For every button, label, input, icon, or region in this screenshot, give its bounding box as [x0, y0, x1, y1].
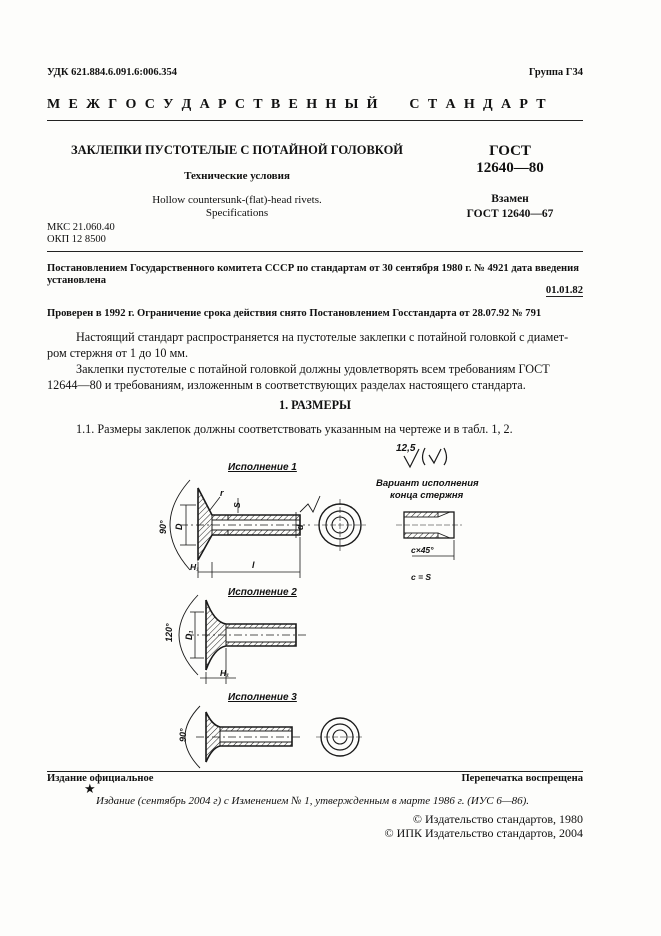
paragraph-2a: Заклепки пустотелые с потайной головкой должны удовлетворять всем требованиям ГОСТ [76, 362, 550, 376]
english-title-2: Specifications [205, 207, 269, 219]
group-code: Группа Г34 [528, 67, 583, 78]
replaces-gost: ГОСТ 12640—67 [466, 208, 554, 220]
shank-diameter-label: d [295, 524, 305, 530]
variant-3-end-view [316, 718, 364, 756]
paragraph-1a: Настоящий стандарт распространяется на пустотелые заклепки с потайной головкой с диамет- [76, 330, 569, 344]
footer-rule [47, 771, 583, 772]
reprint-notice: Перепечатка воспрещена [461, 773, 583, 784]
mks-code: МКС 21.060.40 [47, 222, 115, 233]
end-variant-label-2: конца стержня [390, 490, 464, 501]
variant-1-label: Исполнение 1 [228, 462, 297, 473]
radius-label: r [220, 488, 224, 498]
official-edition: Издание официальное [47, 773, 154, 784]
decree-text: Постановлением Государственного комитета СССР по стандартам от 30 сентября 1980 г. № 4921 дата введения установлена [47, 263, 579, 286]
replaces-label: Взамен [491, 193, 529, 205]
angle-90-label-v3: 90° [178, 728, 188, 742]
paragraph-3: 1.1. Размеры заклепок должны соответствовать указанным на чертеже и в табл. 1, 2. [76, 422, 513, 436]
star-icon: ★ [84, 782, 96, 797]
wall-thickness-label: S [232, 502, 242, 508]
udk-code: УДК 621.884.6.091.6:006.354 [47, 67, 177, 78]
end-variant-label-1: Вариант исполнения [376, 478, 479, 489]
english-title-1: Hollow countersunk-(flat)-head rivets. [152, 194, 322, 206]
paragraph-2b: 12644—80 и требованиям, изложенным в соответствующих разделах настоящего стандарта. [47, 378, 526, 392]
checked-note: Проверен в 1992 г. Ограничение срока действия снято Постановлением Госстандарта от 28.07.92 № 791 [47, 308, 542, 319]
copyright-1980: © Издательство стандартов, 1980 [412, 812, 583, 826]
doc-title: ЗАКЛЕПКИ ПУСТОТЕЛЫЕ С ПОТАЙНОЙ ГОЛОВКОЙ [70, 143, 404, 157]
introduction-date: 01.01.82 [545, 285, 583, 296]
angle-120-label: 120° [164, 623, 174, 642]
head-diameter-label: D [174, 523, 184, 530]
chamfer-label: c×45° [411, 545, 434, 555]
head-height-label-v2: H₁ [220, 668, 230, 678]
angle-90-label-v1: 90° [158, 520, 168, 534]
edition-note: Издание (сентябрь 2004 г) с Изменением № 1, утвержденным в марте 1986 г. (ИУС 6—86). [96, 795, 530, 807]
copyright-2004: © ИПК Издательство стандартов, 2004 [384, 826, 583, 840]
doc-subtitle: Технические условия [184, 170, 290, 182]
variant-2-label: Исполнение 2 [228, 587, 297, 598]
roughness-value: 12,5 [396, 443, 416, 454]
gost-number: 12640—80 [476, 160, 544, 176]
variant-2-drawing [179, 595, 306, 684]
chamfer-equals-label: c = S [411, 572, 432, 582]
variant-1-end-view [314, 499, 366, 551]
okp-code: ОКП 12 8500 [47, 234, 106, 245]
section-heading: 1. РАЗМЕРЫ [278, 398, 352, 412]
variant-3-drawing [185, 706, 302, 768]
head-height-label-v1: H₁ [190, 562, 200, 572]
variant-3-label: Исполнение 3 [228, 692, 297, 703]
gost-label: ГОСТ [489, 143, 531, 159]
head-diameter-d1-label: D₁ [184, 630, 194, 640]
standard-banner: М Е Ж Г О С У Д А Р С Т В Е Н Н Ы Й С Т А Н Д А Р Т [47, 97, 548, 112]
length-label: l [252, 560, 255, 570]
paragraph-1b: ром стержня от 1 до 10 мм. [47, 346, 189, 360]
